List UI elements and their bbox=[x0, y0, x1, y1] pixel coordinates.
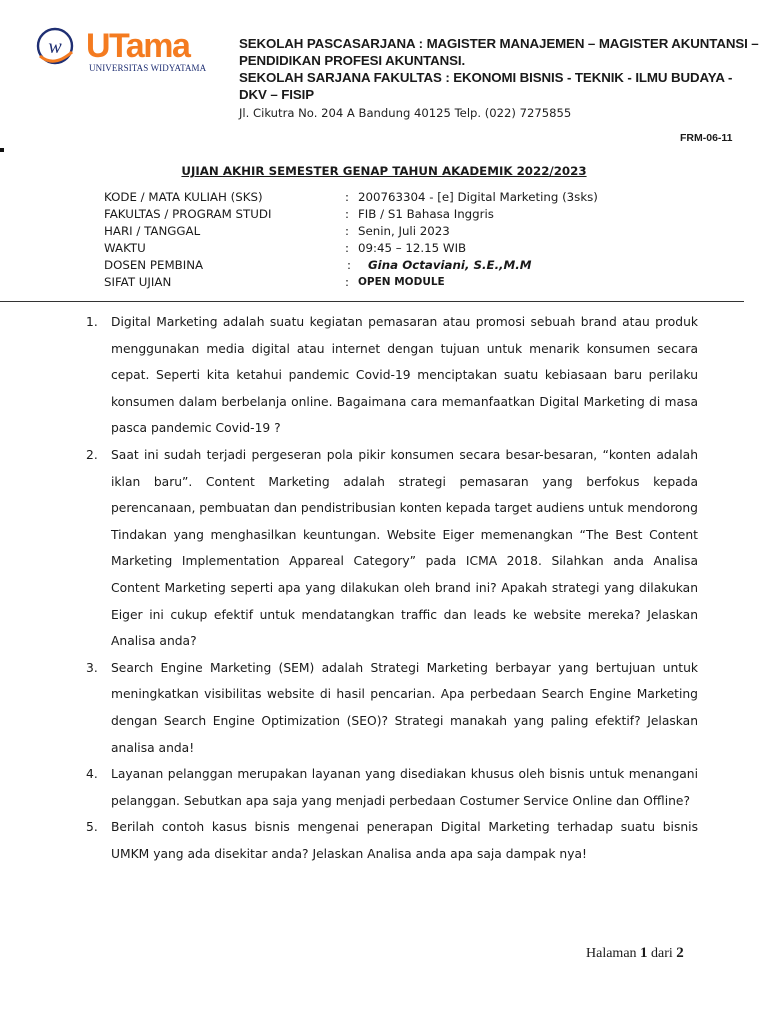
question-text: Digital Marketing adalah suatu kegiatan pemasaran atau promosi sebuah brand atau produk menggunakan media digital atau internet dengan tujuan untuk menarik konsumen secara cepat. Seperti kita ketahui pandemic Covid-19 menciptakan suatu kebiasaan baru perilaku konsumen dalam berbelanja online. Bagaimana cara memanfaatkan Digital Marketing di masa pasca pandemic Covid-19 ? bbox=[111, 315, 698, 436]
info-label: WAKTU bbox=[104, 241, 146, 255]
page-total: 2 bbox=[676, 945, 684, 961]
question-text: Saat ini sudah terjadi pergeseran pola pikir konsumen secara besar-besaran, “konten adalah iklan baru”. Content Marketing adalah strategi pemasaran yang berfokus kepada perencanaan, pembuatan dan pendistribusian konten kepada target audiens untuk mendorong Tindakan yang menghasilkan keuntungan. Website Eiger memenangkan “The Best Content Marketing Implementation Appareal Category” pada ICMA 2018. Silahkan anda Analisa Content Marketing seperti apa yang dilakukan oleh brand ini? Apakah strategi yang dilakukan Eiger ini cukup efektif untuk mendatangkan traffic dan leads ke website mereka? Jelaskan Analisa anda? bbox=[111, 447, 698, 649]
question-item bbox=[86, 655, 698, 761]
logo-subtext: UNIVERSITAS WIDYATAMA bbox=[89, 63, 207, 73]
form-code: FRM-06-11 bbox=[680, 132, 733, 144]
page-indicator bbox=[586, 945, 684, 962]
info-value: OPEN MODULE bbox=[358, 276, 445, 288]
page-prefix: Halaman bbox=[586, 946, 637, 961]
info-value: 200763304 - [e] Digital Marketing (3sks) bbox=[358, 190, 598, 204]
margin-mark bbox=[0, 148, 4, 152]
info-value: Gina Octaviani, S.E.,M.M bbox=[368, 258, 532, 272]
info-colon: : bbox=[345, 241, 349, 255]
question-number: 3. bbox=[86, 660, 98, 675]
header-line: DKV – FISIP bbox=[239, 87, 315, 102]
question-number: 5. bbox=[86, 820, 98, 835]
question-text: Berilah contoh kasus bisnis mengenai penerapan Digital Marketing terhadap suatu bisnis UMKM yang ada disekitar anda? Jelaskan Analisa anda apa saja dampak nya! bbox=[111, 820, 698, 861]
question-text: Search Engine Marketing (SEM) adalah Strategi Marketing berbayar yang bertujuan untuk meningkatkan visibilitas website di hasil pencarian. Apa perbedaan Search Engine Marketing dengan Search Engine Optimization (SEO)? Strategi manakah yang paling efektif? Jelaskan analisa anda! bbox=[111, 660, 698, 755]
info-colon: : bbox=[345, 190, 349, 204]
info-label: KODE / MATA KULIAH (SKS) bbox=[104, 190, 263, 204]
info-value: FIB / S1 Bahasa Inggris bbox=[358, 207, 494, 221]
question-number: 1. bbox=[86, 315, 98, 329]
info-label: SIFAT UJIAN bbox=[104, 275, 172, 289]
header-line: PENDIDIKAN PROFESI AKUNTANSI. bbox=[239, 53, 466, 68]
utama-logo-icon bbox=[34, 26, 230, 74]
exam-title: UJIAN AKHIR SEMESTER GENAP TAHUN AKADEMIK 2022/2023 bbox=[181, 164, 587, 178]
page-current: 1 bbox=[640, 945, 648, 961]
divider-line bbox=[0, 301, 744, 302]
info-colon: : bbox=[345, 224, 349, 238]
logo-brand-text: UTama bbox=[86, 27, 190, 65]
info-colon: : bbox=[347, 258, 351, 272]
info-label: DOSEN PEMBINA bbox=[104, 258, 204, 272]
university-logo bbox=[34, 26, 230, 74]
question-number: 4. bbox=[86, 767, 98, 782]
info-label: HARI / TANGGAL bbox=[104, 224, 201, 238]
page-of-label: dari bbox=[651, 946, 673, 961]
question-item bbox=[86, 442, 698, 655]
question-item bbox=[86, 814, 698, 867]
question-item bbox=[86, 761, 698, 814]
header-line: SEKOLAH PASCASARJANA : MAGISTER MANAJEMEN – MAGISTER AKUNTANSI – bbox=[239, 36, 759, 51]
info-colon: : bbox=[345, 207, 349, 221]
question-number: 2. bbox=[86, 447, 98, 462]
info-colon: : bbox=[345, 275, 349, 289]
institution-header bbox=[239, 35, 759, 121]
question-text: Layanan pelanggan merupakan layanan yang disediakan khusus oleh bisnis untuk menangani pelanggan. Sebutkan apa saja yang menjadi perbedaan Costumer Service Online dan Offline? bbox=[111, 767, 698, 808]
info-label: FAKULTAS / PROGRAM STUDI bbox=[104, 207, 272, 221]
question-list bbox=[86, 309, 698, 867]
info-value: Senin, Juli 2023 bbox=[358, 224, 450, 238]
svg-text:w: w bbox=[48, 36, 62, 58]
info-value: 09:45 – 12.15 WIB bbox=[358, 241, 467, 255]
institution-address: Jl. Cikutra No. 204 A Bandung 40125 Telp. (022) 7275855 bbox=[239, 106, 572, 120]
question-item bbox=[86, 309, 698, 442]
header-line: SEKOLAH SARJANA FAKULTAS : EKONOMI BISNIS - TEKNIK - ILMU BUDAYA - bbox=[239, 70, 733, 85]
